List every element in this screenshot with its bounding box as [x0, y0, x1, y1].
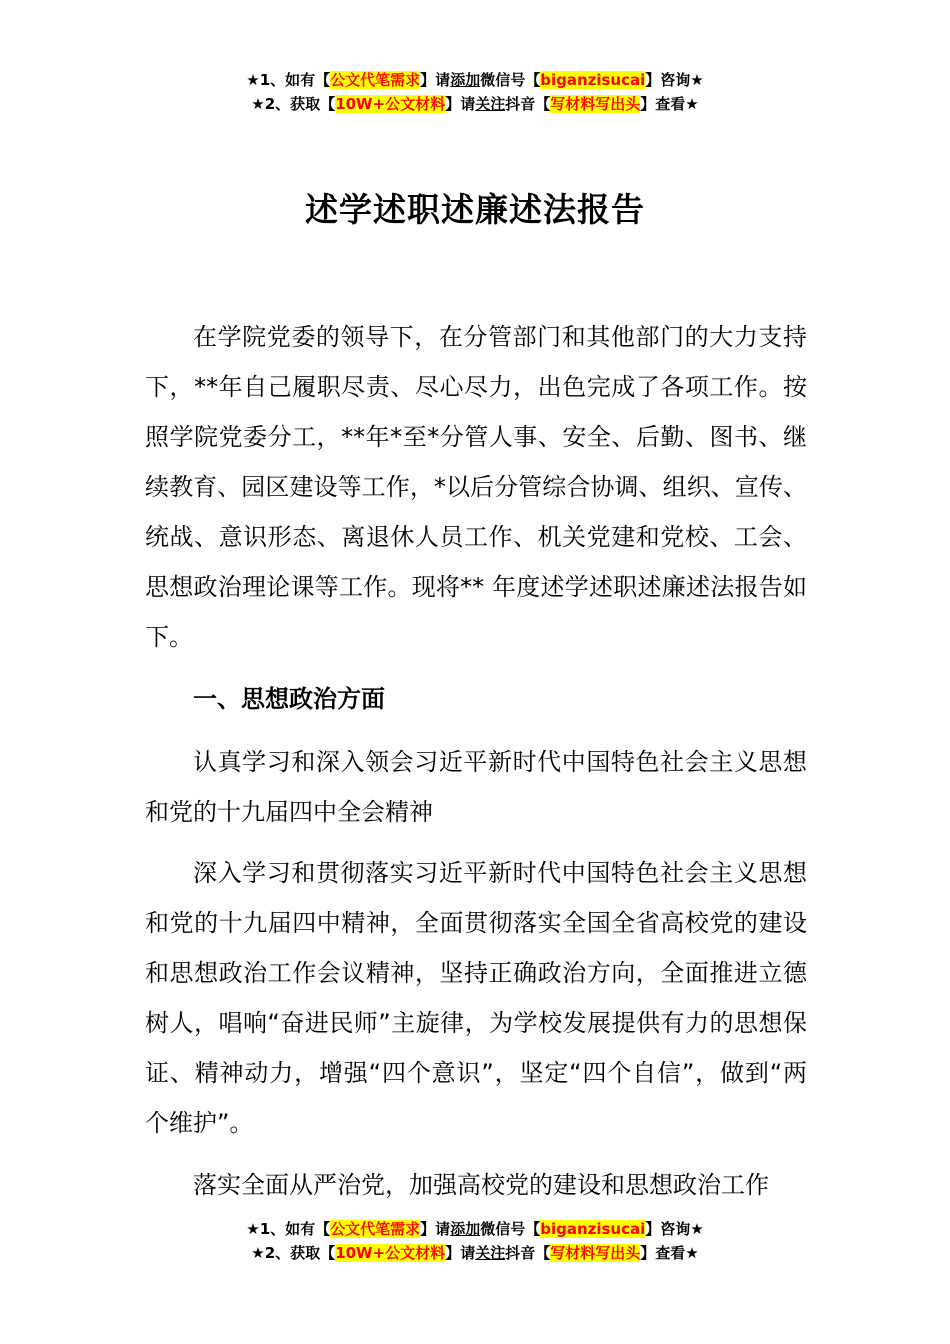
promo-text: 抖音【	[505, 1244, 551, 1262]
promo-text: ★2、获取【	[251, 95, 336, 113]
paragraph-study	[145, 737, 807, 837]
paragraph-text: 认真学习和深入领会习近平新时代中国特色社会主义思想和党的十九届四中全会精神	[145, 748, 807, 826]
promo-underline: 添加	[450, 1220, 481, 1238]
paragraph-party-governance	[145, 1160, 807, 1210]
promo-line-1	[0, 68, 950, 92]
promo-highlight-douyin-id: 写材料写出头	[550, 1244, 641, 1262]
section-heading-text: 一、思想政治方面	[193, 685, 385, 713]
promo-banner-bottom	[0, 1217, 950, 1265]
section-heading	[145, 674, 807, 724]
promo-highlight-wechat-id: biganzisucai	[540, 71, 646, 89]
promo-line-2	[0, 1241, 950, 1265]
promo-text: 微信号【	[480, 71, 541, 89]
promo-highlight: 10W+公文材料	[335, 95, 446, 113]
paragraph-text: 在学院党委的领导下，在分管部门和其他部门的大力支持下，**年自己履职尽责、尽心尽力，出色完成了各项工作。按照学院党委分工，**年*至*分管人事、安全、后勤、图书、继续教育、园区建设等工作，*以后分管综合协调、组织、宣传、统战、意识形态、离退休人员工作、机关党建和党校、工会、思想政治理论课等工作。现将** 年度述学述职述廉述法报告如下。	[145, 323, 807, 651]
promo-text: ★2、获取【	[251, 1244, 336, 1262]
promo-highlight: 公文代笔需求	[330, 71, 421, 89]
promo-highlight: 10W+公文材料	[335, 1244, 446, 1262]
promo-text: 微信号【	[480, 1220, 541, 1238]
paragraph-text: 落实全面从严治党，加强高校党的建设和思想政治工作	[193, 1171, 769, 1199]
promo-line-1	[0, 1217, 950, 1241]
promo-text: 】请	[445, 95, 476, 113]
promo-text: 】请	[420, 71, 451, 89]
promo-highlight-wechat-id: biganzisucai	[540, 1220, 646, 1238]
paragraph-text: 深入学习和贯彻落实习近平新时代中国特色社会主义思想和党的十九届四中精神，全面贯彻落实全国全省高校党的建设和思想政治工作会议精神，坚持正确政治方向，全面推进立德树人，唱响“奋进民师”主旋律，为学校发展提供有力的思想保证、精神动力，增强“四个意识”，坚定“四个自信”，做到“两个维护”。	[145, 859, 807, 1137]
promo-text: 抖音【	[505, 95, 551, 113]
promo-highlight-douyin-id: 写材料写出头	[550, 95, 641, 113]
promo-text: 】咨询★	[645, 1220, 704, 1238]
promo-text: 】查看★	[640, 1244, 699, 1262]
promo-text: ★1、如有【	[246, 1220, 331, 1238]
promo-text: 】咨询★	[645, 71, 704, 89]
promo-text: ★1、如有【	[246, 71, 331, 89]
promo-banner-top	[0, 68, 950, 116]
paragraph-intro	[145, 312, 807, 662]
paragraph-implementation	[145, 848, 807, 1148]
document-title: 述学述职述廉述法报告	[305, 190, 645, 229]
promo-text: 】查看★	[640, 95, 699, 113]
promo-highlight: 公文代笔需求	[330, 1220, 421, 1238]
promo-underline: 关注	[475, 95, 506, 113]
promo-text: 】请	[420, 1220, 451, 1238]
promo-underline: 添加	[450, 71, 481, 89]
promo-text: 】请	[445, 1244, 476, 1262]
promo-line-2	[0, 92, 950, 116]
promo-underline: 关注	[475, 1244, 506, 1262]
